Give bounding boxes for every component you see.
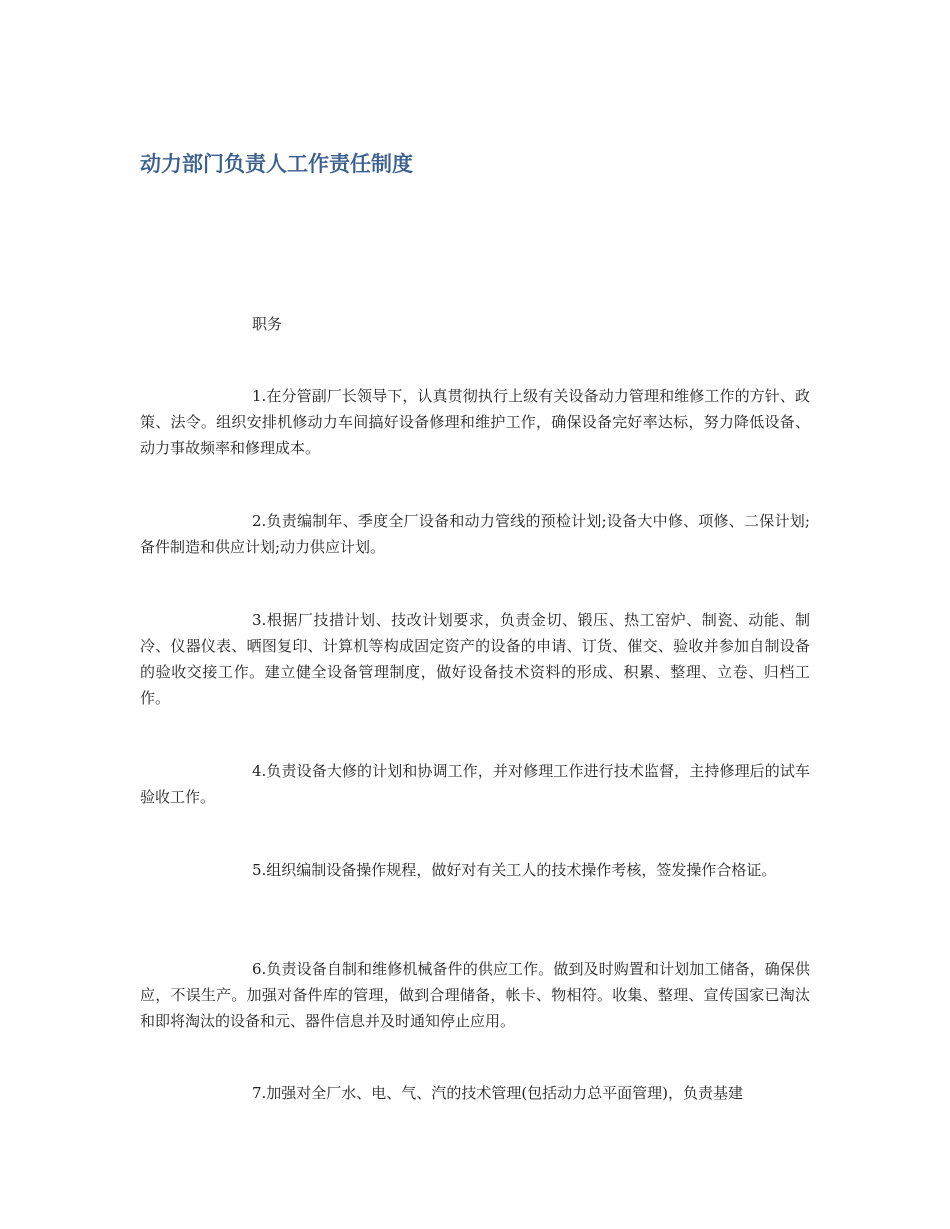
duty-paragraph-7: 7.加强对全厂水、电、气、汽的技术管理(包括动力总平面管理)，负责基建 (252, 1084, 744, 1102)
duty-paragraph-1: 1.在分管副厂长领导下，认真贯彻执行上级有关设备动力管理和维修工作的方针、政策、法令。组织安排机修动力车间搞好设备修理和维护工作，确保设备完好率达标，努力降低设备、动力事故频率和修理成本。 (140, 387, 810, 457)
section-heading-duties: 职务 (252, 315, 283, 333)
duty-paragraph-6: 6.负责设备自制和维修机械备件的供应工作。做到及时购置和计划加工储备，确保供应，不误生产。加强对备件库的管理，做到合理储备，帐卡、物相符。收集、整理、宣传国家已淘汰和即将淘汰的设备和元、器件信息并及时通知停止应用。 (140, 960, 810, 1030)
document-title: 动力部门负责人工作责任制度 (140, 152, 413, 176)
duty-paragraph-4: 4.负责设备大修的计划和协调工作，并对修理工作进行技术监督，主持修理后的试车验收工作。 (140, 762, 810, 806)
duty-paragraph-5: 5.组织编制设备操作规程，做好对有关工人的技术操作考核，签发操作合格证。 (252, 861, 777, 879)
duty-paragraph-2: 2.负责编制年、季度全厂设备和动力管线的预检计划;设备大中修、项修、二保计划;备件制造和供应计划;动力供应计划。 (140, 512, 810, 556)
duty-paragraph-3: 3.根据厂技措计划、技改计划要求，负责金切、锻压、热工窑炉、制瓷、动能、制冷、仪器仪表、晒图复印、计算机等构成固定资产的设备的申请、订货、催交、验收并参加自制设备的验收交接工作。建立健全设备管理制度，做好设备技术资料的形成、积累、整理、立卷、归档工作。 (140, 611, 810, 707)
